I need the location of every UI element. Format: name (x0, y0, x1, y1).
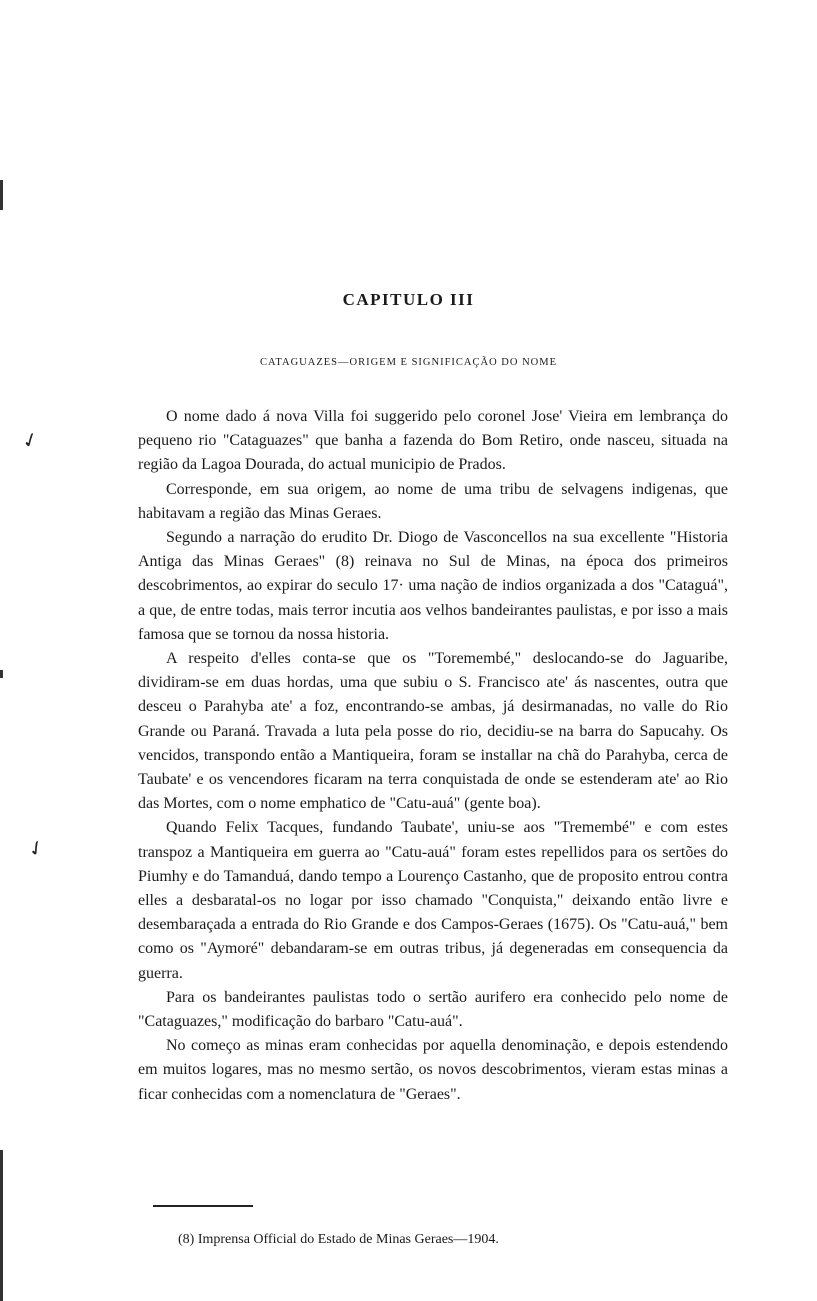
paragraph: O nome dado á nova Villa foi suggerido pelo coronel Jose' Vieira em lembrança do pequeno rio "Cataguazes" que banha a fazenda do Bom Retiro, onde nasceu, situada na região da Lagoa Dourada, do actual municipio de Prados. (138, 408, 728, 474)
paragraph: Quando Felix Tacques, fundando Taubate', uniu-se aos "Tremembé" e com estes transpoz a Mantiqueira em guerra ao "Catu-auá" foram estes repellidos para os sertões do Piumhy e do Tamanduá, dando tempo a Lourenço Castanho, que de proposito entrou contra elles a desbaratal-os no logar por isso chamado "Conquista," deixando então livre e desembaraçada a entrada do Rio Grande e dos Campos-Geraes (1675). Os "Catu-auá," bem como os "Aymoré" debandaram-se em outras tribus, já degeneradas em consequencia da guerra. (138, 819, 728, 982)
footnote-divider (153, 1205, 253, 1207)
footnote: (8) Imprensa Official do Estado de Minas Geraes—1904. (178, 1232, 499, 1247)
paragraph: Para os bandeirantes paulistas todo o sertão aurifero era conhecido pelo nome de "Cataguazes," modificação do barbaro "Catu-auá". (138, 988, 728, 1031)
margin-mark-icon: ✓ (23, 835, 50, 863)
chapter-subtitle: CATAGUAZES—ORIGEM E SIGNIFICAÇÃO DO NOME (260, 357, 557, 368)
paragraph: A respeito d'elles conta-se que os "Toremembé," deslocando-se do Jaguaribe, dividiram-se em duas hordas, uma que subiu o S. Francisco ate' ás nascentes, outra que desceu o Parahyba ate' a foz, encontrando-se ambas, já desirmanadas, no valle do Rio Grande ou Paraná. Travada a luta pela posse do rio, decidiu-se na barra do Sapucahy. Os vencidos, transpondo então a Mantiqueira, foram se installar na chã do Parahyba, cerca de Taubate' e os vencendores ficaram na terra conquistada de onde se estenderam ate' ao Rio das Mortes, com o nome emphatico de "Catu-auá" (gente boa). (138, 650, 728, 813)
page-edge-shadow (0, 670, 3, 678)
paragraph: Segundo a narração do erudito Dr. Diogo de Vasconcellos na sua excellente "Historia Antiga das Minas Geraes" (8) reinava no Sul de Minas, na época dos primeiros descobrimentos, ao expirar do seculo 17· uma nação de indios organizada a dos "Cataguá", a que, de entre todas, mais terror incutia aos velhos bandeirantes paulistas, e por isso a mais famosa que se tornou da nossa historia. (138, 529, 728, 643)
page-edge-shadow (0, 1150, 3, 1301)
page-edge-shadow (0, 180, 3, 210)
body-text (138, 405, 728, 1107)
paragraph: Corresponde, em sua origem, ao nome de uma tribu de selvagens indigenas, que habitavam a região das Minas Geraes. (138, 480, 728, 522)
margin-mark-icon: ✓ (18, 427, 43, 455)
chapter-title: CAPITULO III (342, 290, 475, 309)
paragraph: No começo as minas eram conhecidas por aquella denominação, e depois estendendo em muitos logares, mas no mesmo sertão, os novos descobrimentos, vieram estas minas a ficar conhecidas com a nomenclatura de "Geraes". (138, 1037, 728, 1103)
